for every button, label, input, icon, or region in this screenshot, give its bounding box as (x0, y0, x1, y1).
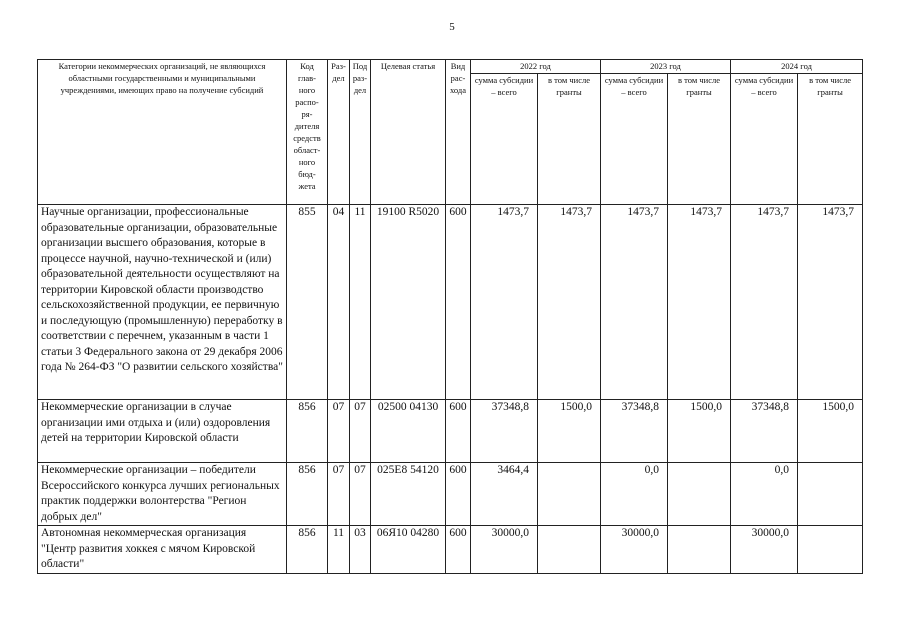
header-line: рас- (450, 73, 466, 83)
row-section: 11 (328, 526, 350, 574)
row-grants-2022 (538, 463, 601, 526)
row-sum-2022: 3464,4 (471, 463, 538, 526)
header-line: хода (449, 85, 467, 95)
row-grants-2023: 1500,0 (668, 400, 731, 463)
row-grants-2024: 1473,7 (798, 205, 863, 400)
header-year-2024: 2024 год (731, 60, 863, 74)
header-sum-total-2024: сумма субсидии – всего (731, 74, 798, 205)
row-section: 04 (328, 205, 350, 400)
header-line: дителя (294, 121, 320, 131)
row-grants-2022 (538, 526, 601, 574)
row-code: 856 (287, 400, 328, 463)
header-line: распо- (295, 97, 319, 107)
header-code (287, 60, 328, 205)
row-grants-2023 (668, 463, 731, 526)
table-row (38, 463, 863, 526)
row-grants-2022: 1500,0 (538, 400, 601, 463)
table-row (38, 400, 863, 463)
header-line: глав- (298, 73, 316, 83)
row-subsection: 11 (350, 205, 371, 400)
header-expense-type (446, 60, 471, 205)
row-category: Некоммерческие организации – победители Всероссийского конкурса лучших региональных практик поддержки волонтерства "Регион добрых дел" (38, 463, 287, 526)
header-line: бюд- (298, 169, 316, 179)
row-category: Автономная некоммерческая организация "Центр развития хоккея с мячом Кировской области" (38, 526, 287, 574)
subsidy-table (37, 59, 863, 574)
header-year-2022: 2022 год (471, 60, 601, 74)
header-grants-2023: в том числе гранты (668, 74, 731, 205)
row-grants-2022: 1473,7 (538, 205, 601, 400)
header-line: ря- (301, 109, 313, 119)
row-subsection: 03 (350, 526, 371, 574)
header-line: Вид (450, 61, 466, 71)
header-line: ного (298, 85, 316, 95)
row-section: 07 (328, 463, 350, 526)
header-line: дел (353, 85, 367, 95)
header-line: средств (293, 133, 321, 143)
row-sum-2024: 37348,8 (731, 400, 798, 463)
table-row (38, 526, 863, 574)
row-subsection: 07 (350, 463, 371, 526)
row-category: Некоммерческие организации в случае организации ими отдыха и (или) оздоровления детей на территории Кировской области (38, 400, 287, 463)
header-subsection (350, 60, 371, 205)
row-target: 02500 04130 (371, 400, 446, 463)
row-grants-2024: 1500,0 (798, 400, 863, 463)
header-section (328, 60, 350, 205)
header-year-2023: 2023 год (601, 60, 731, 74)
row-section: 07 (328, 400, 350, 463)
row-expense-type: 600 (446, 463, 471, 526)
row-grants-2024 (798, 526, 863, 574)
table-header (38, 60, 863, 205)
header-grants-2024: в том числе гранты (798, 74, 863, 205)
row-sum-2023: 0,0 (601, 463, 668, 526)
header-line: Раз- (331, 61, 346, 71)
row-code: 855 (287, 205, 328, 400)
row-category: Научные организации, профессиональные образовательные организации, образовательные организации высшего образования, которые в процессе научной, научно-технической и (или) образовательной деятельности осуществляют на территории Кировской области производство сельскохозяйственной продукции, ее первичную и последующую (промышленную) переработку в соответствии с перечнем, указанным в части 1 статьи 3 Федерального закона от 29 декабря 2006 года № 264-ФЗ "О развитии сельского хозяйства" (38, 205, 287, 400)
page-number: 5 (449, 21, 455, 33)
row-sum-2024: 0,0 (731, 463, 798, 526)
row-sum-2022: 37348,8 (471, 400, 538, 463)
row-target: 025E8 54120 (371, 463, 446, 526)
row-expense-type: 600 (446, 400, 471, 463)
row-target: 06Я10 04280 (371, 526, 446, 574)
row-grants-2023 (668, 526, 731, 574)
row-sum-2024: 1473,7 (731, 205, 798, 400)
header-line: раз- (352, 73, 368, 83)
header-line: ного (298, 157, 316, 167)
header-line: Код (300, 61, 314, 71)
row-grants-2024 (798, 463, 863, 526)
row-target: 19100 R5020 (371, 205, 446, 400)
header-line: област- (293, 145, 321, 155)
row-code: 856 (287, 526, 328, 574)
header-line: жета (298, 181, 316, 191)
row-sum-2023: 1473,7 (601, 205, 668, 400)
row-sum-2024: 30000,0 (731, 526, 798, 574)
header-line: дел (332, 73, 345, 83)
row-sum-2022: 30000,0 (471, 526, 538, 574)
header-target: Целевая статья (371, 60, 446, 205)
row-expense-type: 600 (446, 526, 471, 574)
row-expense-type: 600 (446, 205, 471, 400)
row-sum-2023: 30000,0 (601, 526, 668, 574)
row-grants-2023: 1473,7 (668, 205, 731, 400)
row-sum-2022: 1473,7 (471, 205, 538, 400)
header-grants-2022: в том числе гранты (538, 74, 601, 205)
header-line: Под (352, 61, 368, 71)
table-row (38, 205, 863, 400)
row-subsection: 07 (350, 400, 371, 463)
table-body (38, 205, 863, 574)
header-sum-total-2023: сумма субсидии – всего (601, 74, 668, 205)
header-sum-total-2022: сумма субсидии – всего (471, 74, 538, 205)
header-category: Категории некоммерческих организаций, не являющихся областными государственными и муниципальными учреждениями, имеющих право на получение субсидий (38, 60, 287, 205)
row-code: 856 (287, 463, 328, 526)
row-sum-2023: 37348,8 (601, 400, 668, 463)
